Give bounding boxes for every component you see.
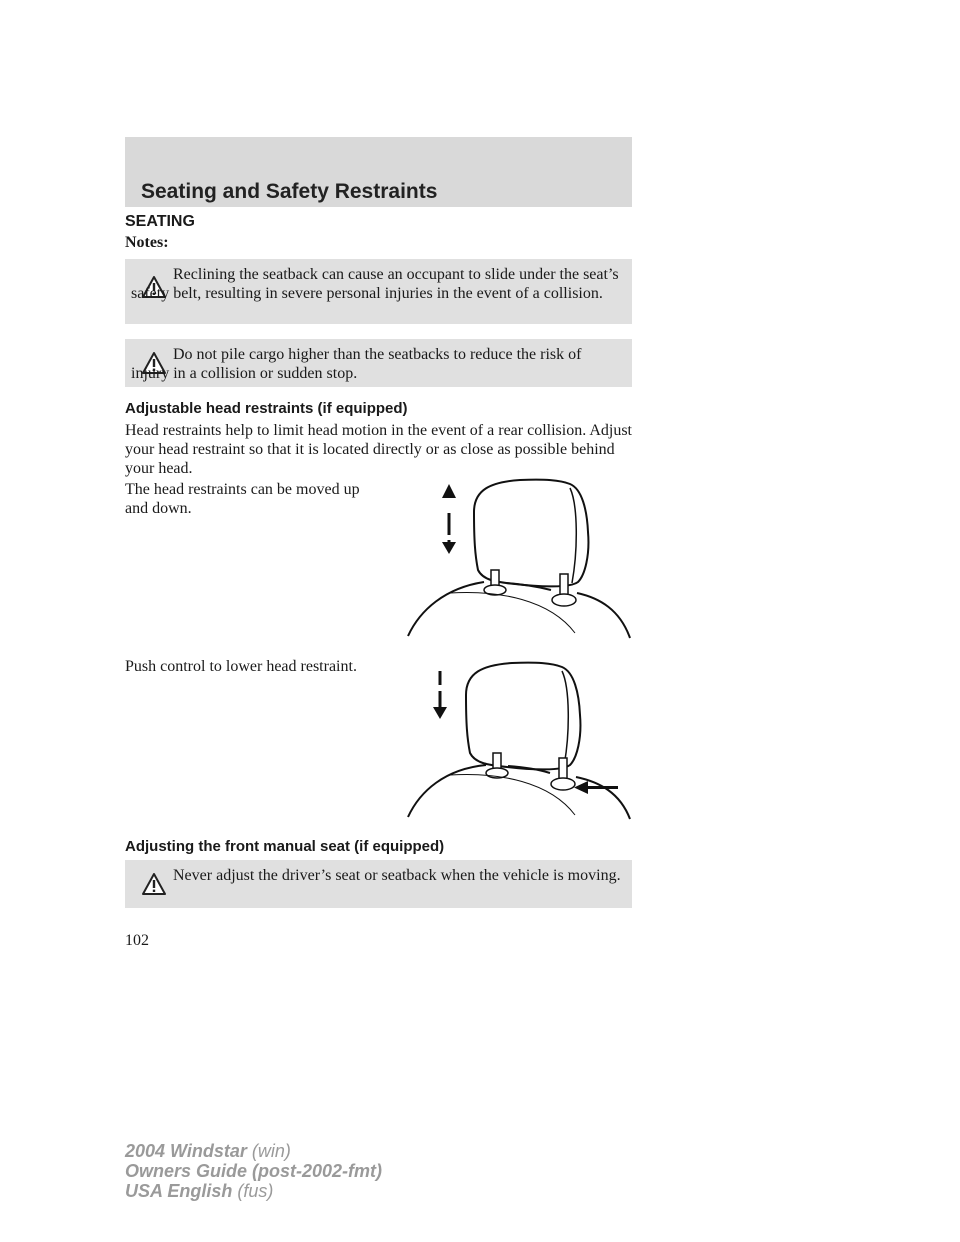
head-restraint-lower-illustration — [400, 655, 635, 820]
header-band — [125, 137, 632, 207]
warning-text-cargo: Do not pile cargo higher than the seatbacks to reduce the risk of injury in a collision or sudden stop. — [131, 346, 582, 382]
page-header-title: Seating and Safety Restraints — [141, 180, 438, 203]
footer-model-code: (win) — [251, 1141, 291, 1161]
warning-box-recline — [125, 259, 632, 324]
up-down-arrow-icon — [442, 484, 456, 554]
footer-model: 2004 Windstar — [125, 1141, 247, 1161]
footer-line-1 — [125, 1141, 382, 1161]
footer-language-code: (fus) — [237, 1181, 274, 1201]
footer-line-2 — [125, 1161, 382, 1181]
warning-text-recline: Reclining the seatback can cause an occupant to slide under the seat’s safety belt, resulting in severe personal injuries in the event of a collision. — [131, 266, 619, 302]
head-restraints-lower-text: Push control to lower head restraint. — [125, 658, 357, 675]
warning-box-cargo — [125, 339, 632, 387]
head-restraints-heading: Adjustable head restraints (if equipped) — [125, 400, 408, 417]
warning-text-adjust-seat: Never adjust the driver’s seat or seatback when the vehicle is moving. — [173, 867, 621, 884]
section-title: SEATING — [125, 213, 195, 230]
head-restraint-up-down-illustration — [400, 470, 635, 640]
footer-line-3 — [125, 1181, 382, 1201]
notes-label: Notes: — [125, 234, 169, 251]
footer-guide: Owners Guide (post-2002-fmt) — [125, 1161, 383, 1181]
head-restraints-move-text: The head restraints can be moved up and down. — [125, 481, 360, 517]
footer-language: USA English — [125, 1181, 233, 1201]
warning-box-adjust-seat — [125, 860, 632, 908]
manual-seat-heading: Adjusting the front manual seat (if equipped) — [125, 838, 445, 855]
head-restraints-paragraph: Head restraints help to limit head motion in the event of a rear collision. Adjust your head restraint so that it is located directly or as close as possible behind your head. — [125, 422, 632, 477]
document-footer — [125, 1141, 382, 1201]
down-arrow-icon — [433, 671, 447, 719]
page-number: 102 — [125, 932, 149, 949]
